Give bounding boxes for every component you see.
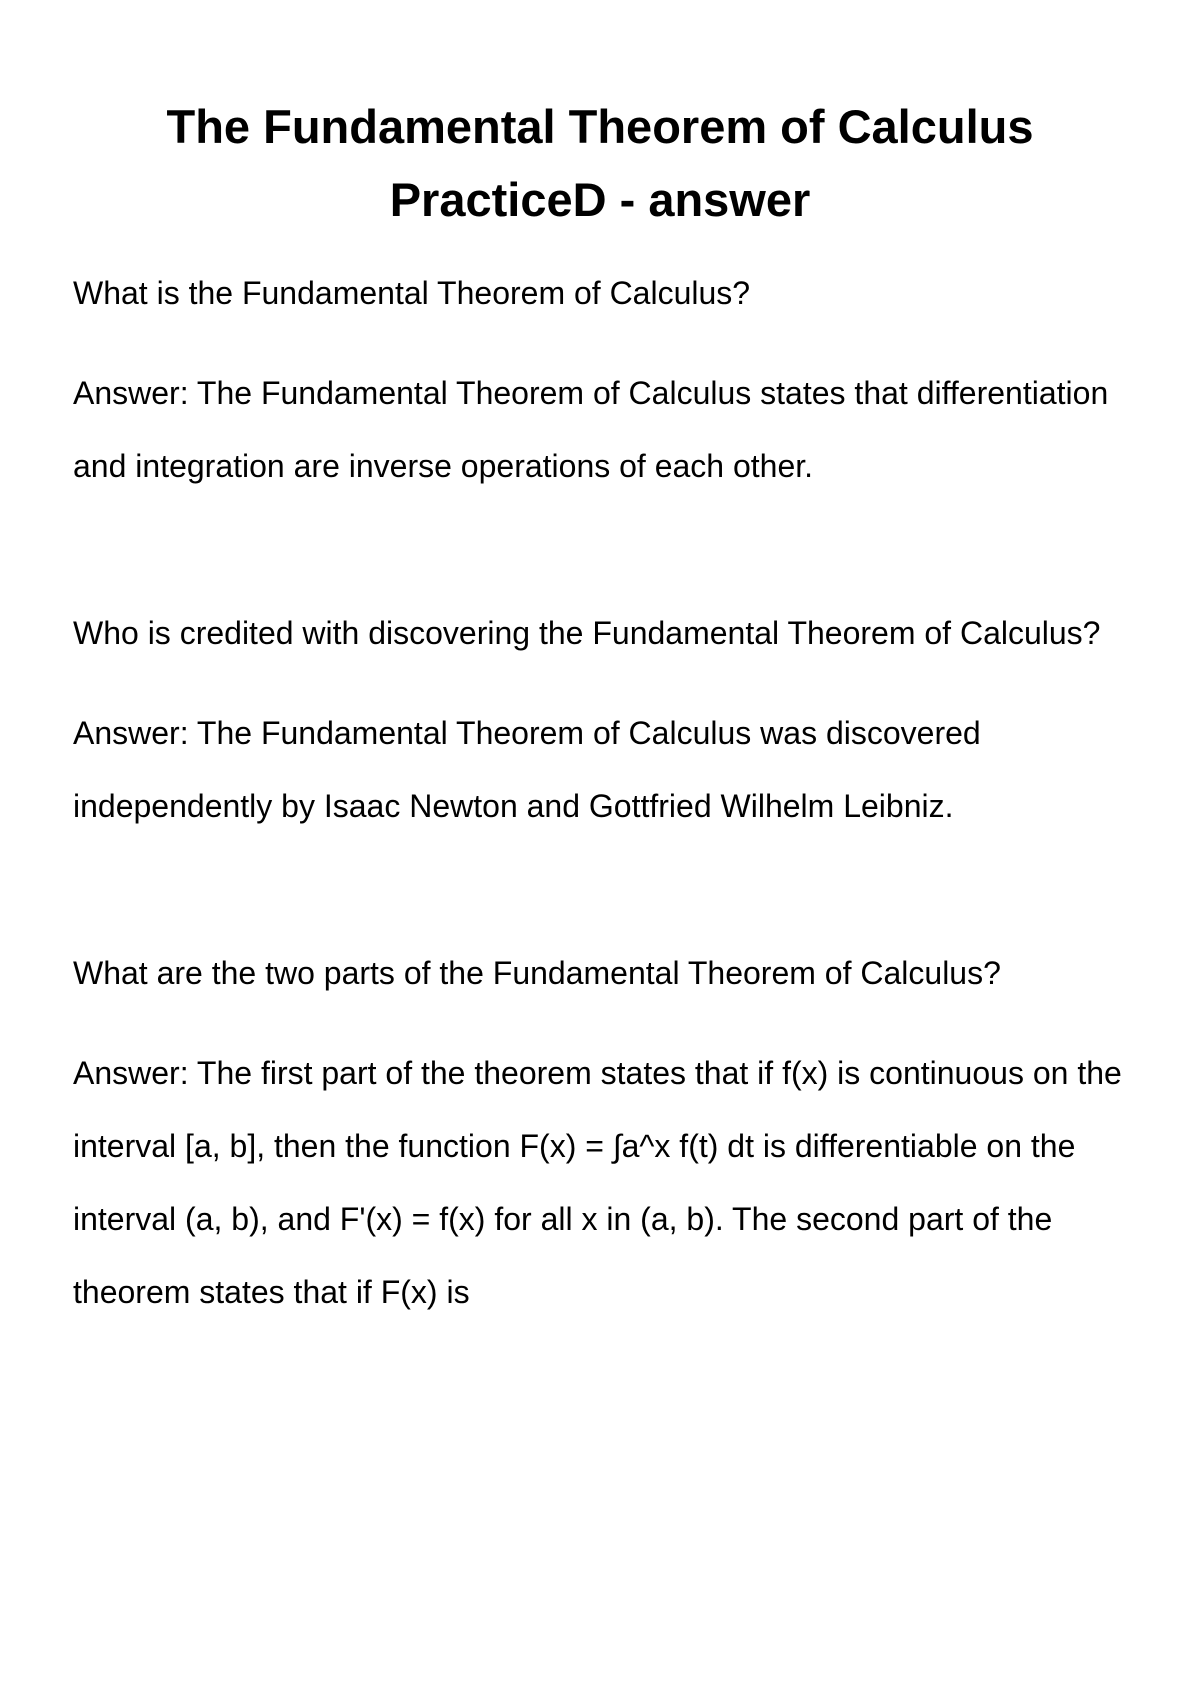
title-line-2: PracticeD - answer xyxy=(389,173,811,226)
qa-item-2 xyxy=(73,597,1140,843)
question-3: What are the two parts of the Fundamental Theorem of Calculus? xyxy=(73,955,1001,991)
question-1: What is the Fundamental Theorem of Calculus? xyxy=(73,275,751,311)
qa-item-3 xyxy=(73,937,1140,1329)
title-line-1: The Fundamental Theorem of Calculus xyxy=(166,100,1034,153)
page-title xyxy=(60,90,1140,236)
question-2: Who is credited with discovering the Fundamental Theorem of Calculus? xyxy=(73,615,1101,651)
answer-2: Answer: The Fundamental Theorem of Calculus was discovered independently by Isaac Newton and Gottfried Wilhelm Leibniz. xyxy=(73,715,981,824)
qa-item-1 xyxy=(73,257,1140,503)
answer-1: Answer: The Fundamental Theorem of Calculus states that differentiation and integration are inverse operations of each other. xyxy=(73,375,1109,484)
answer-3: Answer: The first part of the theorem states that if f(x) is continuous on the interval [a, b], then the function F(x) = ∫a^x f(t) dt is differentiable on the interval (a, b), and F'(x) = f(x) for all x in (a, b). The second part of the theorem states that if F(x) is xyxy=(73,1055,1122,1310)
